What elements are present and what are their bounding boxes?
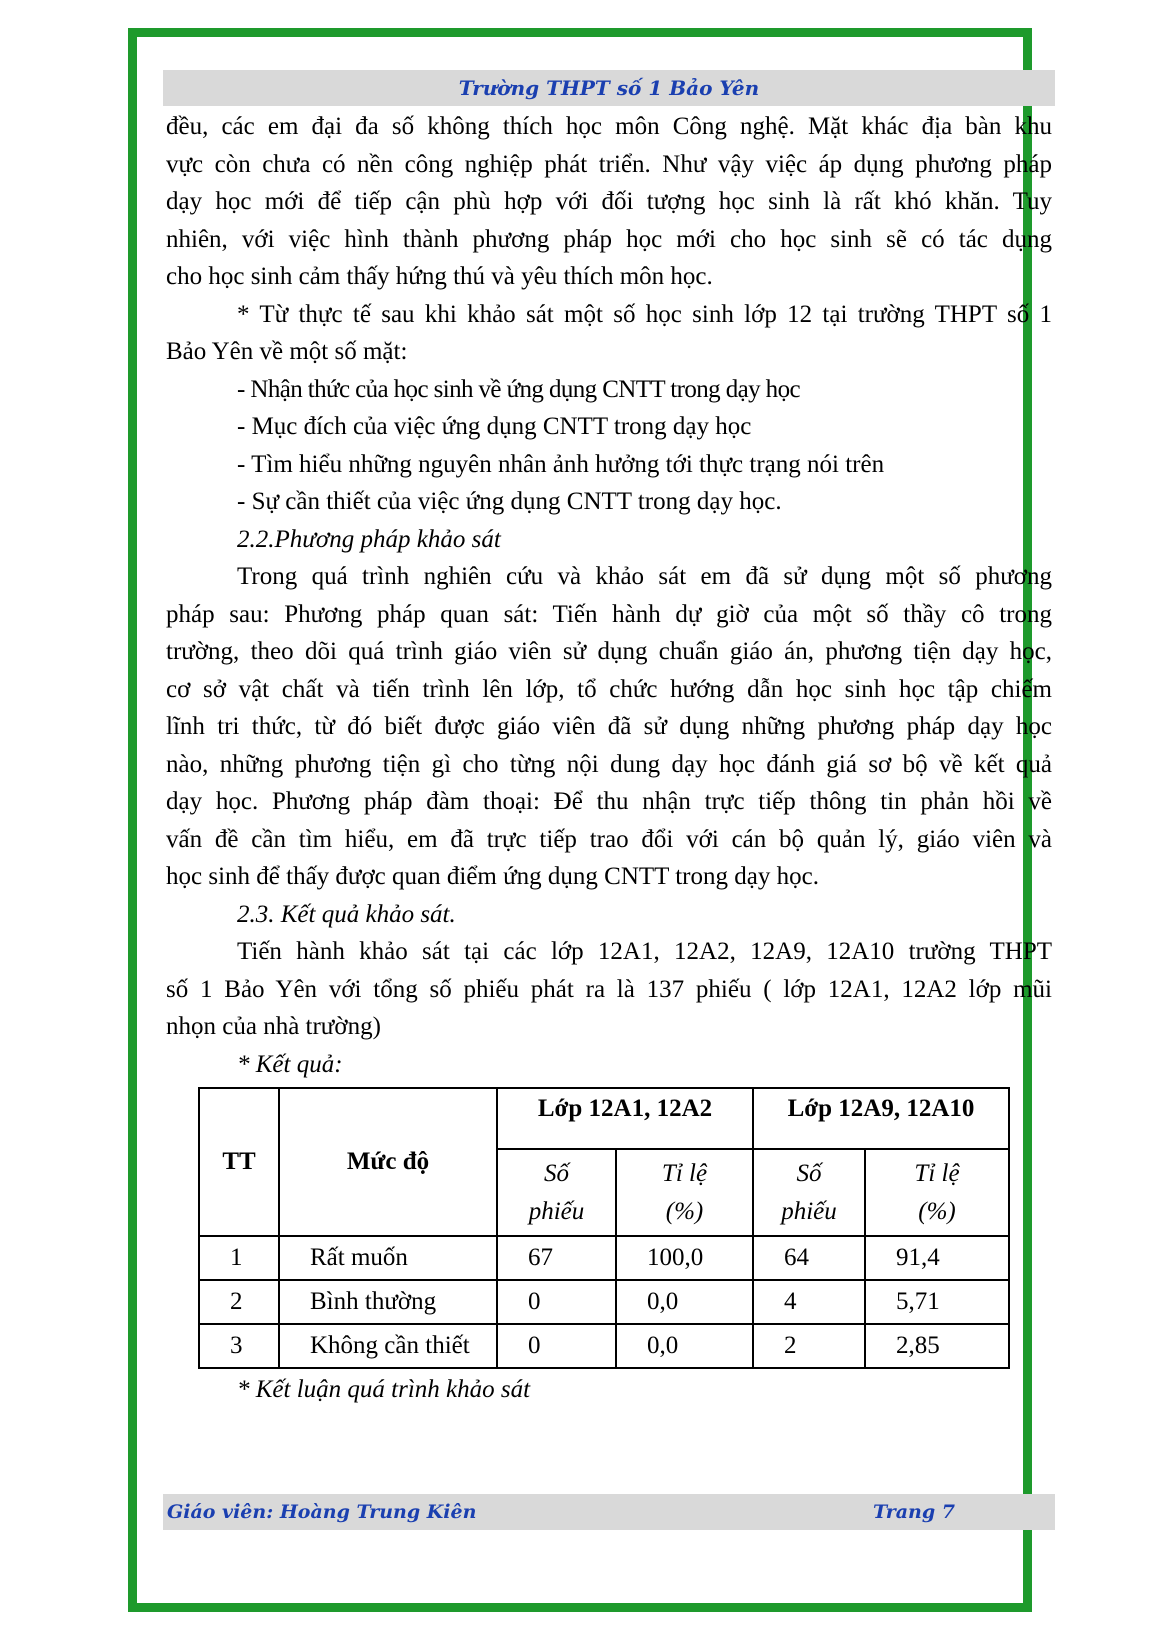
cell-rate: 5,71 (865, 1280, 1009, 1324)
cell-rate: 0,0 (616, 1280, 753, 1324)
list-item: - Sự cần thiết của việc ứng dụng CNTT trong dạy học. (237, 488, 782, 515)
header-group-12a1-12a2: Lớp 12A1, 12A2 (497, 1088, 753, 1149)
text-line: vấn đề cần tìm hiểu, em đã trực tiếp trao đổi với cán bộ quản lý, giáo viên và (166, 825, 1052, 853)
section-heading-2-3: 2.3. Kết quả khảo sát. (237, 900, 456, 928)
subheader-rate (616, 1149, 753, 1236)
cell-rate: 2,85 (865, 1324, 1009, 1368)
text-line: đều, các em đại đa số không thích học môn Công nghệ. Mặt khác địa bàn khu (166, 113, 1052, 140)
cell-level: Không cần thiết (279, 1324, 497, 1368)
text-line: dạy học mới để tiếp cận phù hợp với đối tượng học sinh là rất khó khăn. Tuy (166, 188, 1052, 215)
cell-level: Bình thường (279, 1280, 497, 1324)
header-level: Mức độ (279, 1088, 497, 1236)
paragraph-results (166, 933, 1052, 1046)
header-tt: TT (199, 1088, 279, 1236)
text-line: trường, theo dõi quá trình giáo viên sử dụng chuẩn giáo án, phương tiện dạy học, (166, 638, 1052, 665)
cell-count: 0 (497, 1280, 616, 1324)
text-line: * Từ thực tế sau khi khảo sát một số học sinh lớp 12 tại trường THPT số 1 (237, 300, 1052, 328)
cell-rate: 91,4 (865, 1236, 1009, 1280)
teacher-name: Giáo viên: Hoàng Trung Kiên (167, 1501, 477, 1523)
cell-count: 67 (497, 1236, 616, 1280)
subheader-text: phiếu (528, 1197, 585, 1225)
section-heading-2-2: 2.2.Phương pháp khảo sát (237, 525, 501, 553)
school-name: Trường THPT số 1 Bảo Yên (458, 76, 760, 100)
list-item: - Tìm hiểu những nguyên nhân ảnh hưởng tới thực trạng nói trên (237, 450, 885, 478)
text-line: nhọn của nhà trường) (166, 1013, 381, 1040)
cell-count: 4 (753, 1280, 865, 1324)
subheader-text: Tỉ lệ (914, 1159, 960, 1187)
table-row (199, 1280, 1009, 1324)
page-content (166, 108, 1052, 1409)
text-line: học sinh để thấy được quan điểm ứng dụng CNTT trong dạy học. (166, 863, 819, 890)
text-line: cho học sinh cảm thấy hứng thú và yêu thích môn học. (166, 263, 713, 290)
survey-table (198, 1087, 1010, 1369)
header-group-12a9-12a10: Lớp 12A9, 12A10 (753, 1088, 1009, 1149)
cell-tt: 1 (199, 1236, 279, 1280)
cell-level: Rất muốn (279, 1236, 497, 1280)
cell-rate: 100,0 (616, 1236, 753, 1280)
paragraph-survey (166, 296, 1052, 371)
paragraph-method (166, 558, 1052, 896)
cell-count: 2 (753, 1324, 865, 1368)
cell-tt: 3 (199, 1324, 279, 1368)
result-label: * Kết quả: (237, 1050, 343, 1078)
subheader-count (753, 1149, 865, 1236)
conclusion-label: * Kết luận quá trình khảo sát (237, 1376, 531, 1403)
subheader-count (497, 1149, 616, 1236)
table-row (199, 1236, 1009, 1280)
text-line: số 1 Bảo Yên với tổng số phiếu phát ra là 137 phiếu ( lớp 12A1, 12A2 lớp mũi (166, 975, 1052, 1003)
subheader-text: (%) (665, 1197, 704, 1225)
text-line: Bảo Yên về một số mặt: (166, 338, 408, 365)
cell-count: 0 (497, 1324, 616, 1368)
list-item: - Nhận thức của học sinh về ứng dụng CNTT trong dạy học (237, 375, 800, 403)
cell-rate: 0,0 (616, 1324, 753, 1368)
paragraph-intro (166, 108, 1052, 296)
text-line: pháp sau: Phương pháp quan sát: Tiến hành dự giờ của một số thầy cô trong (166, 600, 1052, 628)
page-header (163, 70, 1055, 106)
table-row (199, 1324, 1009, 1368)
text-line: lĩnh tri thức, từ đó biết được giáo viên đã sử dụng những phương pháp dạy học (166, 713, 1052, 740)
subheader-text: phiếu (781, 1197, 837, 1225)
text-line: nhiên, với việc hình thành phương pháp học mới cho học sinh sẽ có tác dụng (166, 225, 1052, 253)
list-item: - Mục đích của việc ứng dụng CNTT trong dạy học (237, 413, 752, 440)
text-line: Tiến hành khảo sát tại các lớp 12A1, 12A2, 12A9, 12A10 trường THPT (237, 938, 1052, 965)
page-footer (163, 1494, 1055, 1530)
subheader-text: Tỉ lệ (661, 1159, 708, 1187)
subheader-text: Số (796, 1159, 822, 1187)
text-line: dạy học. Phương pháp đàm thoại: Để thu nhận trực tiếp thông tin phản hồi về (166, 788, 1052, 815)
text-line: vực còn chưa có nền công nghiệp phát triển. Như vậy việc áp dụng phương pháp (166, 150, 1052, 178)
subheader-rate (865, 1149, 1009, 1236)
aspect-list (166, 371, 1052, 521)
text-line: nào, những phương tiện gì cho từng nội dung dạy học đánh giá sơ bộ về kết quả (166, 750, 1052, 778)
page-number: Trang 7 (872, 1501, 955, 1523)
text-line: Trong quá trình nghiên cứu và khảo sát em đã sử dụng một số phương (237, 563, 1052, 590)
cell-count: 64 (753, 1236, 865, 1280)
subheader-text: (%) (918, 1197, 956, 1225)
subheader-text: Số (544, 1159, 569, 1187)
cell-tt: 2 (199, 1280, 279, 1324)
text-line: cơ sở vật chất và tiến trình lên lớp, tổ chức hướng dẫn học sinh học tập chiếm (166, 675, 1052, 703)
